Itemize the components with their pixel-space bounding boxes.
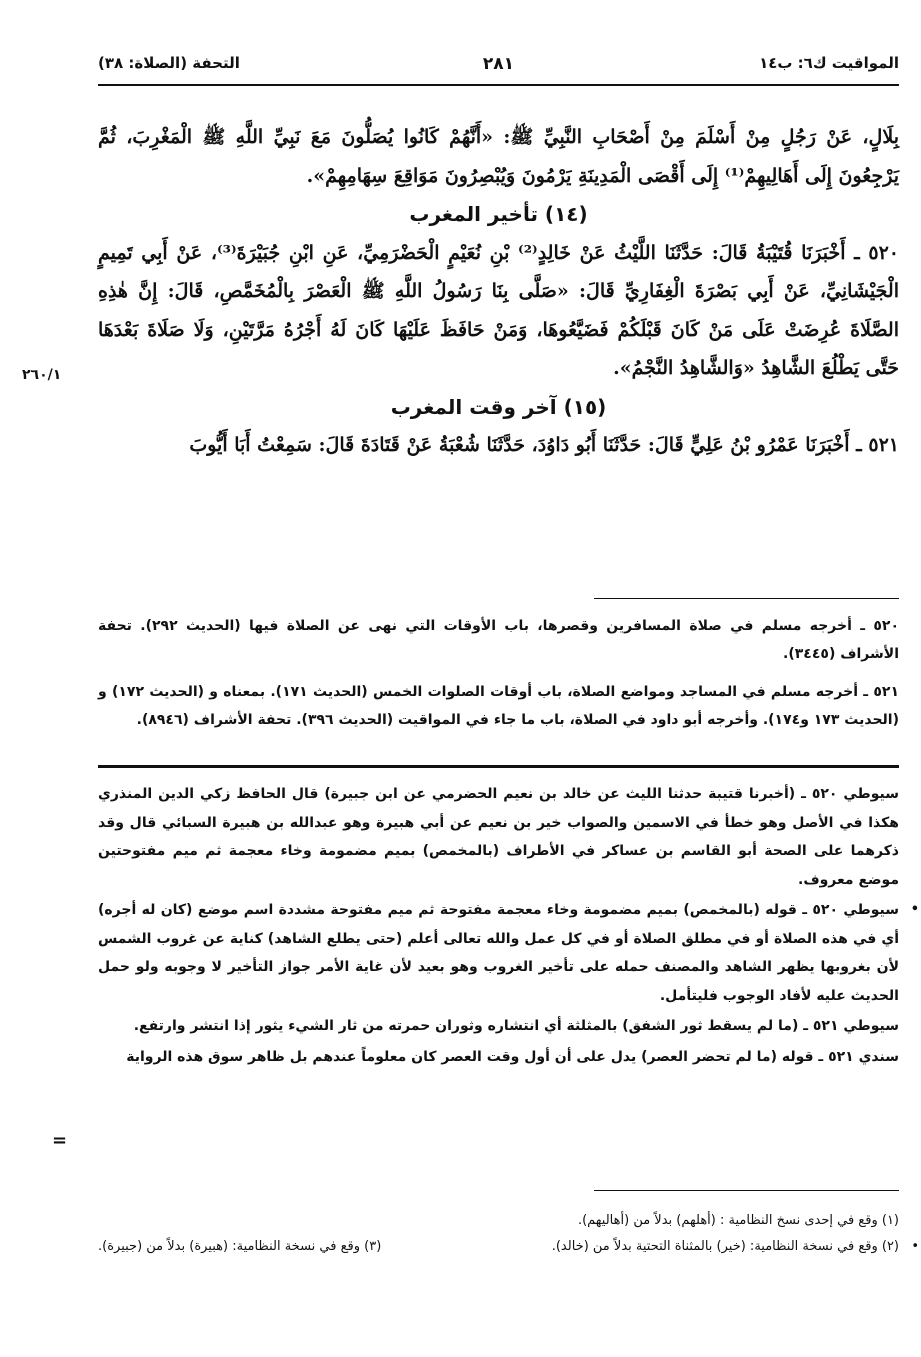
section-title-14: (١٤) تأخير المغرب bbox=[409, 202, 588, 226]
footnote-2: (٢) وقع في نسخة النظامية: (خير) بالمثناة التحتية بدلاً من (خالد). bbox=[551, 1239, 899, 1254]
commentary-divider bbox=[98, 765, 899, 768]
main-text bbox=[98, 118, 899, 465]
bullet-dot: • bbox=[911, 1239, 919, 1254]
commentary-sindi-521: سندي ٥٢١ ـ قوله (ما لم تحضر العصر) يدل على أن أول وقت العصر كان معلوماً عندهم بل ظاهر سوق هذه الرواية bbox=[126, 1048, 899, 1065]
commentary-suyuti-521: سيوطي ٥٢١ ـ (ما لم يسقط ثور الشفق) بالمثلثة أي انتشاره وثوران حمرته من ثار الشيء يثور إذا انتشر وارتفع. bbox=[133, 1018, 899, 1034]
bullet-dot: • bbox=[910, 902, 919, 917]
footnote-3: (٣) وقع في نسخة النظامية: (هبيرة) بدلاً من (جبيرة). bbox=[98, 1239, 382, 1254]
note-521: ٥٢١ ـ أخرجه مسلم في المساجد ومواضع الصلاة، باب أوقات الصلوات الخمس (الحديث ١٧١). بمعناه و (الحديث ١٧٢) و (الحديث ١٧٣ و١٧٤). وأخرجه أبو داود في الصلاة، باب ما جاء في المواقيت (الحديث ٣٩٦). تحفة الأشراف (٨٩٤٦). bbox=[98, 684, 899, 728]
footnotes-divider bbox=[594, 1190, 899, 1191]
margin-volume-ref: ٢٦٠/١ bbox=[22, 367, 62, 383]
footnotes bbox=[98, 1208, 919, 1260]
continuation-mark: = bbox=[52, 1130, 68, 1151]
takhrij-notes bbox=[98, 612, 899, 744]
commentary-section bbox=[98, 780, 919, 1073]
footnote-1: (١) وقع في إحدى نسخ النظامية : (أهلهم) بدلاً من (أهاليهم). bbox=[577, 1213, 899, 1228]
footnote-row-1 bbox=[98, 1208, 899, 1234]
hadith-continuation: بِلَالٍ، عَنْ رَجُلٍ مِنْ أَسْلَمَ مِنْ أَصْحَابِ النَّبِيِّ ﷺ: «أَنَّهُمْ كَانُوا يُصَلُّونَ مَعَ نَبِيِّ اللَّهِ ﷺ الْمَغْرِبَ، ثُمَّ يَرْجِعُونَ إِلَى أَهَالِيهِمْ⁽¹⁾ إِلَى أَقْصَى الْمَدِينَةِ يَرْمُونَ وَيُبْصِرُونَ مَوَاقِعَ سِهَامِهِمْ». bbox=[98, 126, 899, 187]
commentary-suyuti-520-a: سيوطي ٥٢٠ ـ (أخبرنا قتيبة حدثنا الليث عن خالد بن نعيم الحضرمي عن ابن جبيرة) قال الحافظ زكي الدين المنذري هكذا في الأصل وهو خطأ في الاسمين والصواب خير بن نعيم عن أبي هبيرة وهو عبدالله بن هبيرة السبائي قال وقد ذكرهما على الصحة أبو القاسم بن عساكر في الأطراف (بالمخمص) بميم مضمومة وخاء معجمة ثم ميم مفتوحتين موضع معروف. bbox=[98, 786, 900, 888]
header-tuhfa-ref: التحفة (الصلاة: ٣٨) bbox=[98, 54, 240, 72]
page-header bbox=[98, 54, 899, 84]
hadith-521: ٥٢١ ـ أَخْبَرَنَا عَمْرُو بْنُ عَلِيٍّ قَالَ: حَدَّثَنَا أَبُو دَاوُدَ، حَدَّثَنَا شُعْبَةُ عَنْ قَتَادَةَ قَالَ: سَمِعْتُ أَبَا أَيُّوبَ bbox=[189, 434, 899, 456]
note-520: ٥٢٠ ـ أخرجه مسلم في صلاة المسافرين وقصرها، باب الأوقات التي نهى عن الصلاة فيها (الحديث ٢٩٢). تحفة الأشراف (٣٤٤٥). bbox=[98, 618, 899, 662]
notes-divider bbox=[594, 598, 899, 599]
page-number: ٢٨١ bbox=[482, 54, 515, 74]
header-chapter-ref: المواقيت ك٦: ب١٤ bbox=[759, 54, 899, 72]
commentary-suyuti-520-b bbox=[98, 896, 919, 1010]
commentary-text: سيوطي ٥٢٠ ـ قوله (بالمخمص) بميم مضمومة وخاء معجمة مفتوحة ثم ميم مفتوحة مشددة اسم موضع (كان له أجره) أي في هذه الصلاة أو في مطلق الصلاة أو في كل عمل والله تعالى أعلم (حتى يطلع الشاهد) كناية عن غروب الشمس لأن بغروبها يظهر الشاهد والمصنف حمله على تأخير الغروب وهو بعيد لأن غاية الأمر جواز التأخير لا وجوبه ولو حمل الحديث عليه لأفاد الوجوب فليتأمل. bbox=[98, 902, 899, 1004]
header-divider bbox=[98, 84, 899, 86]
hadith-520: ٥٢٠ ـ أَخْبَرَنَا قُتَيْبَةُ قَالَ: حَدَّثَنَا اللَّيْثُ عَنْ خَالِدٍ⁽²⁾ بْنِ نُعَيْمٍ الْحَضْرَمِيِّ، عَنِ ابْنِ جُبَيْرَةَ⁽³⁾، عَنْ أَبِي تَمِيمٍ الْجَيْشَانِيِّ، عَنْ أَبِي بَصْرَةَ الْغِفَارِيِّ قَالَ: «صَلَّى بِنَا رَسُولُ اللَّهِ ﷺ الْعَصْرَ بِالْمُخَمَّصِ، قَالَ: إِنَّ هٰذِهِ الصَّلَاةَ عُرِضَتْ عَلَى مَنْ كَانَ قَبْلَكُمْ فَضَيَّعُوهَا، وَمَنْ حَافَظَ عَلَيْهَا كَانَ لَهُ أَجْرُهُ مَرَّتَيْنِ، وَلَا صَلَاةَ بَعْدَهَا حَتَّى يَطْلُعَ الشَّاهِدُ «وَالشَّاهِدُ النَّجْمُ». bbox=[98, 241, 899, 379]
footnote-row-2 bbox=[98, 1234, 919, 1260]
section-title-15: (١٥) آخر وقت المغرب bbox=[390, 394, 607, 419]
